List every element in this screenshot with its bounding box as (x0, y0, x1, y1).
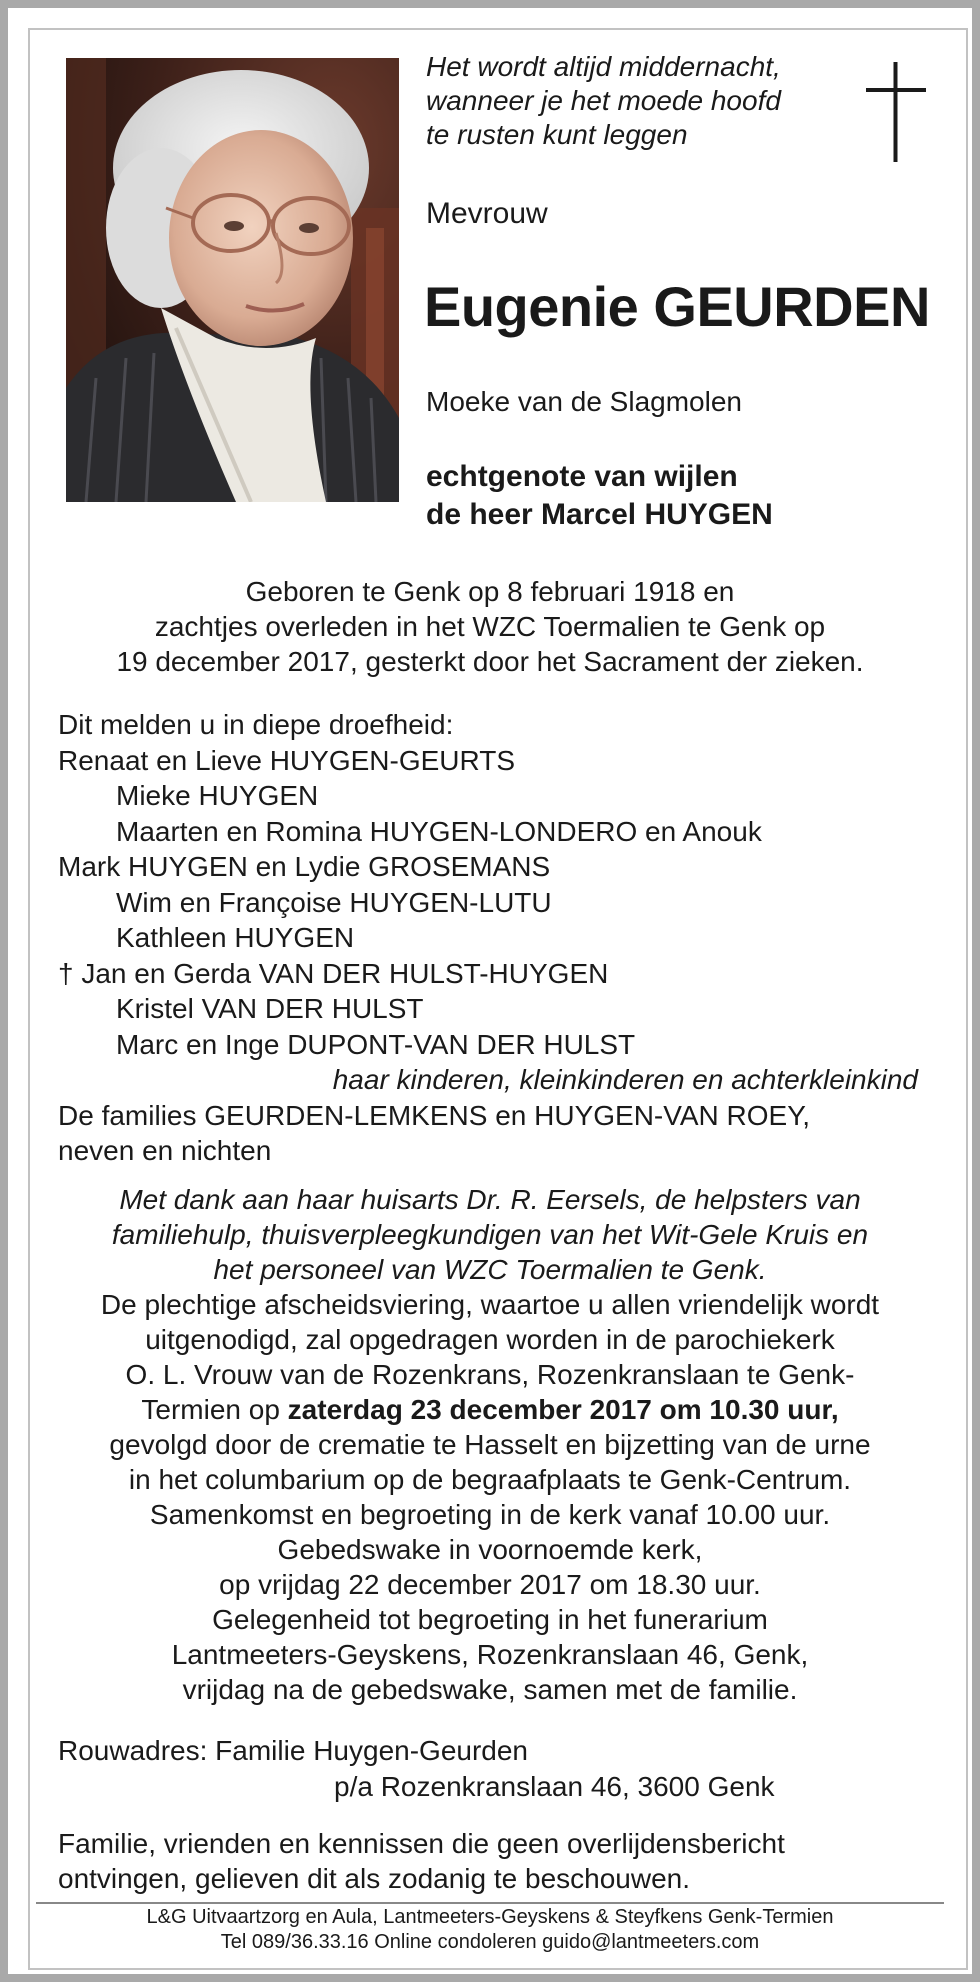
extended-family: neven en nichten (58, 1135, 272, 1166)
thanks-line: Met dank aan haar huisarts Dr. R. Eersels, de helpsters van (119, 1184, 861, 1215)
ceremony-info (30, 1287, 950, 1707)
ceremony-line: Gebedswake in voornoemde kerk, (277, 1534, 703, 1565)
family-member: Renaat en Lieve HUYGEN-GEURTS (58, 744, 515, 776)
family-member: Kristel VAN DER HULST (116, 993, 424, 1024)
birth-death-info (30, 574, 950, 679)
footer-divider (36, 1902, 944, 1904)
footer (20, 1905, 960, 1955)
poem-line: Het wordt altijd middernacht, (426, 51, 781, 82)
ceremony-line: De plechtige afscheidsviering, waartoe u allen vriendelijk wordt (100, 1289, 880, 1320)
birth-death-line: 19 december 2017, gesterkt door het Sacrament der zieken. (116, 646, 864, 677)
thanks-line: het personeel van WZC Toermalien te Genk. (213, 1254, 767, 1285)
deceased-name: Eugenie GEURDEN (424, 275, 930, 338)
family-member: Mark HUYGEN en Lydie GROSEMANS (58, 851, 551, 882)
ceremony-line: uitgenodigd, zal opgedragen worden in de parochiekerk (145, 1324, 835, 1355)
ceremony-line: in het columbarium op de begraafplaats te Genk-Centrum. (128, 1464, 852, 1495)
family-member: Mieke HUYGEN (116, 780, 319, 811)
family-intro: Dit melden u in diepe droefheid: (58, 709, 454, 740)
family-member: Maarten en Romina HUYGEN-LONDERO en Anouk (116, 815, 762, 847)
nickname: Moeke van de Slagmolen (426, 386, 742, 417)
mourning-address (58, 1733, 775, 1805)
address-line: p/a Rozenkranslaan 46, 3600 Genk (334, 1771, 775, 1802)
closing-note (58, 1826, 785, 1896)
spouse-line: de heer Marcel HUYGEN (426, 498, 773, 531)
portrait-photo (66, 58, 399, 502)
footer-line: L&G Uitvaartzorg en Aula, Lantmeeters-Geyskens & Steyfkens Genk-Termien (146, 1906, 834, 1928)
poem-line: wanneer je het moede hoofd (426, 85, 781, 116)
family-member: Wim en Françoise HUYGEN-LUTU (116, 886, 552, 918)
closing-line: ontvingen, gelieven dit als zodanig te beschouwen. (58, 1863, 690, 1894)
ceremony-line-prefix: Termien op (141, 1394, 288, 1425)
family-member: † Jan en Gerda VAN DER HULST-HUYGEN (58, 957, 609, 989)
closing-line: Familie, vrienden en kennissen die geen overlijdensbericht (58, 1828, 785, 1859)
poem (426, 50, 781, 152)
thanks-note (30, 1182, 950, 1287)
spouse-info (426, 458, 773, 534)
ceremony-line: Lantmeeters-Geyskens, Rozenkranslaan 46, Genk, (171, 1639, 809, 1670)
address-line: Rouwadres: Familie Huygen-Geurden (58, 1735, 528, 1766)
birth-death-line: Geboren te Genk op 8 februari 1918 en (245, 576, 735, 607)
birth-death-line: zachtjes overleden in het WZC Toermalien te Genk op (154, 611, 826, 642)
poem-line: te rusten kunt leggen (426, 119, 688, 150)
ceremony-line: vrijdag na de gebedswake, samen met de familie. (182, 1674, 798, 1705)
portrait-illustration (66, 58, 399, 502)
spouse-line: echtgenote van wijlen (426, 460, 738, 493)
family-member: Kathleen HUYGEN (116, 922, 355, 953)
family-relation: haar kinderen, kleinkinderen en achterkleinkind (332, 1064, 918, 1095)
ceremony-line: gevolgd door de crematie te Hasselt en bijzetting van de urne (109, 1429, 871, 1460)
salutation: Mevrouw (426, 197, 548, 230)
extended-family: De families GEURDEN-LEMKENS en HUYGEN-VAN ROEY, (58, 1099, 811, 1131)
family-list (58, 707, 918, 1169)
family-member: Marc en Inge DUPONT-VAN DER HULST (116, 1028, 636, 1060)
ceremony-line: O. L. Vrouw van de Rozenkrans, Rozenkranslaan te Genk- (125, 1359, 855, 1390)
ceremony-line: Gelegenheid tot begroeting in het funerarium (212, 1604, 768, 1635)
thanks-line: familiehulp, thuisverpleegkundigen van het Wit-Gele Kruis en (111, 1219, 869, 1250)
ceremony-date-line (30, 1392, 950, 1427)
latin-cross-icon (866, 62, 926, 162)
ceremony-line: Samenkomst en begroeting in de kerk vanaf 10.00 uur. (149, 1499, 831, 1530)
ceremony-line: op vrijdag 22 december 2017 om 18.30 uur. (219, 1569, 761, 1600)
ceremony-date: zaterdag 23 december 2017 om 10.30 uur, (287, 1394, 839, 1425)
footer-line: Tel 089/36.33.16 Online condoleren guido@lantmeeters.com (220, 1931, 760, 1953)
